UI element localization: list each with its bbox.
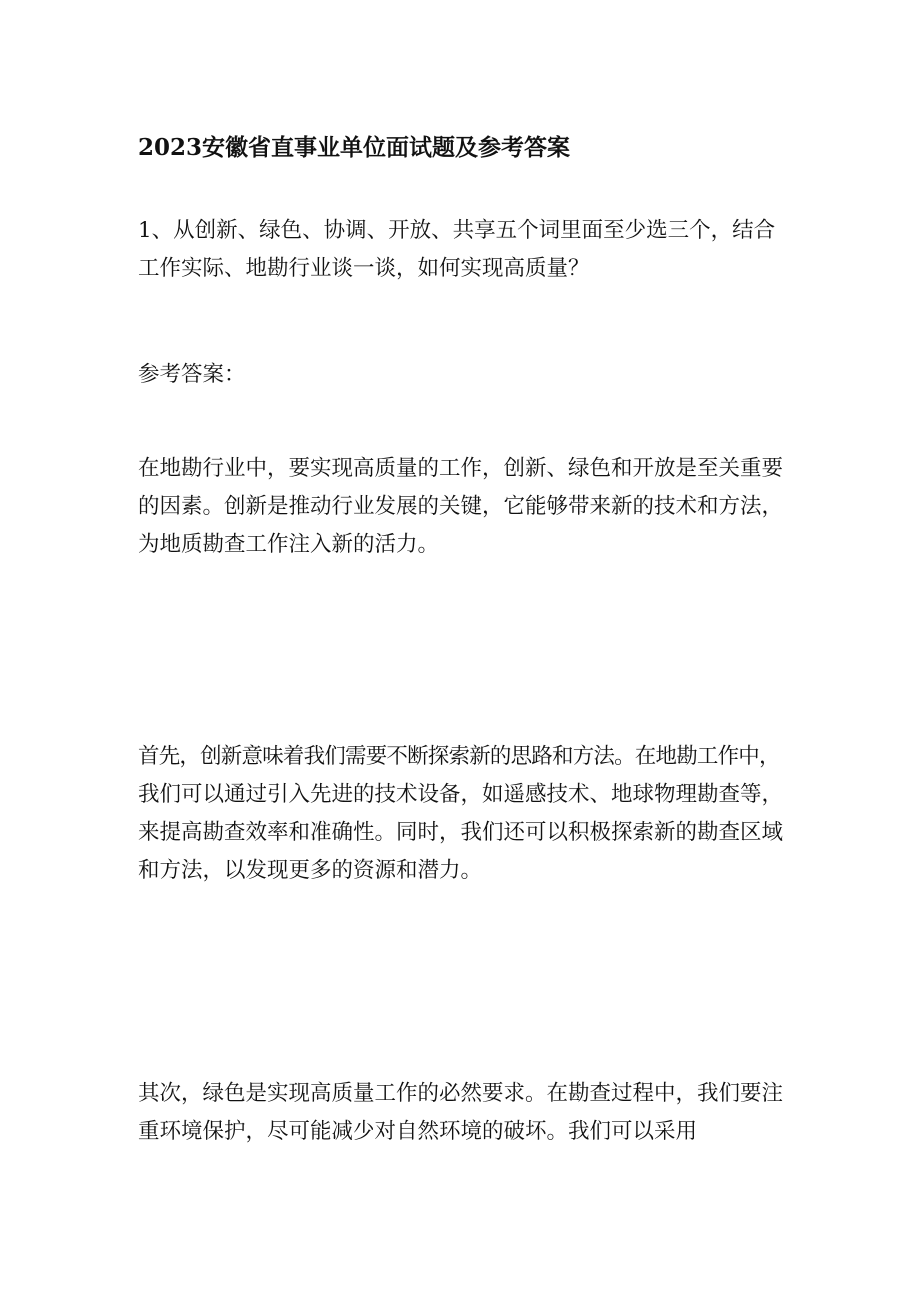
paragraph-line: 的因素。创新是推动行业发展的关键，它能够带来新的技术和方法， — [138, 494, 784, 519]
paragraph-line: 在地勘行业中，要实现高质量的工作，创新、绿色和开放是至关重要 — [138, 456, 784, 481]
answer-paragraph-intro — [138, 450, 798, 564]
question-1 — [138, 212, 798, 288]
paragraph-line: 来提高勘查效率和准确性。同时，我们还可以积极探索新的勘查区域 — [138, 820, 784, 845]
answer-paragraph-first — [138, 738, 798, 890]
answer-paragraph-second — [138, 1075, 798, 1151]
answer-label-text: 参考答案： — [138, 362, 246, 387]
paragraph-line: 为地质勘查工作注入新的活力。 — [138, 532, 440, 557]
paragraph-line: 重环境保护，尽可能减少对自然环境的破坏。我们可以采用 — [138, 1119, 698, 1144]
document-title: 2023安徽省直事业单位面试题及参考答案 — [138, 134, 571, 161]
question-line: 1、从创新、绿色、协调、开放、共享五个词里面至少选三个，结合 — [138, 218, 776, 243]
paragraph-line: 我们可以通过引入先进的技术设备，如遥感技术、地球物理勘查等， — [138, 782, 784, 807]
question-line: 工作实际、地勘行业谈一谈，如何实现高质量？ — [138, 256, 590, 281]
paragraph-line: 和方法，以发现更多的资源和潜力。 — [138, 858, 483, 883]
paragraph-line: 首先，创新意味着我们需要不断探索新的思路和方法。在地勘工作中， — [138, 744, 780, 769]
answer-label — [138, 356, 798, 394]
paragraph-line: 其次，绿色是实现高质量工作的必然要求。在勘查过程中，我们要注 — [138, 1081, 784, 1106]
